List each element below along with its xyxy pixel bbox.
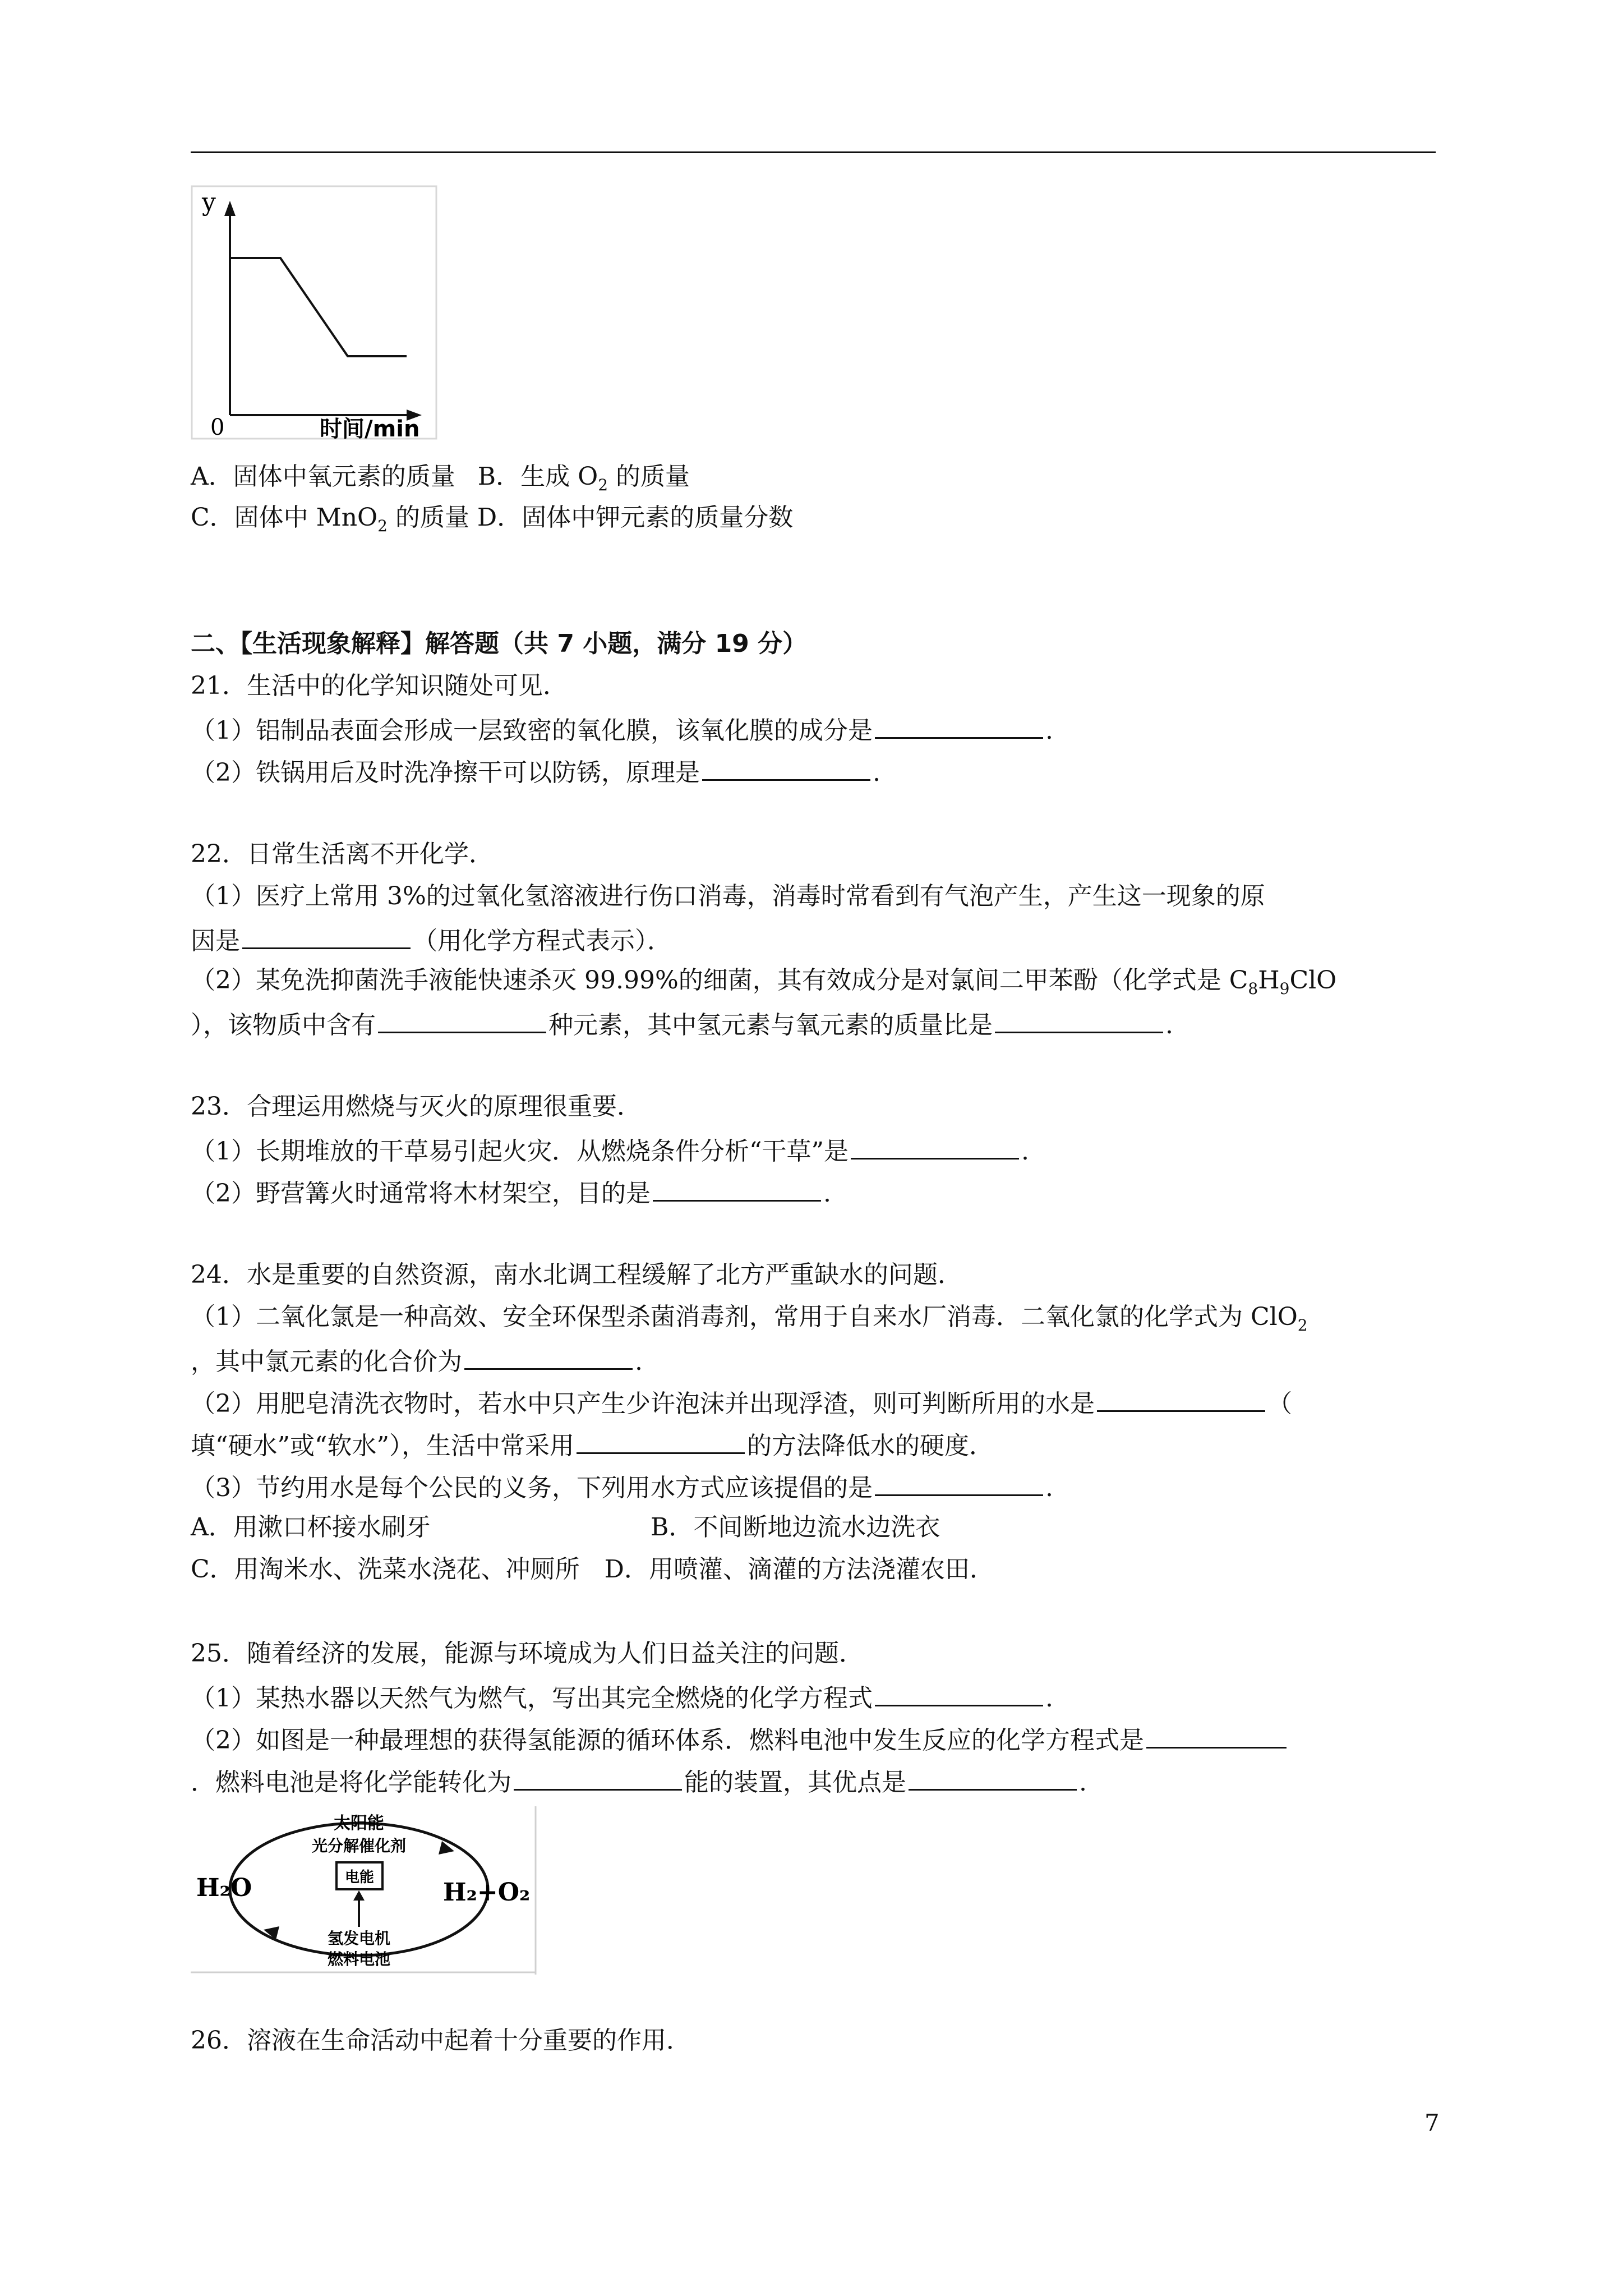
answer-blank[interactable] xyxy=(875,1680,1043,1706)
answer-blank[interactable] xyxy=(514,1764,682,1791)
cycle-top-1: 太阳能 xyxy=(334,1814,384,1833)
q24-option-cd: C．用淘米水、洗菜水浇花、冲厕所 D．用喷灌、滴灌的方法浇灌农田． xyxy=(191,1555,994,1584)
answer-blank[interactable] xyxy=(1097,1386,1265,1412)
q23-part-1: （1）长期堆放的干草易引起火灾．从燃烧条件分析“干草”是 . xyxy=(191,1133,1029,1167)
q23-part-2: （2）野营篝火时通常将木材架空，目的是 . xyxy=(191,1175,831,1209)
q24-part-3: （3）节约用水是每个公民的义务，下列用水方式应该提倡的是 . xyxy=(191,1470,1053,1504)
q21-part-1: （1）铝制品表面会形成一层致密的氧化膜，该氧化膜的成分是 . xyxy=(191,712,1053,747)
q23-stem: 23．合理运用燃烧与灭火的原理很重要． xyxy=(191,1092,642,1121)
answer-blank[interactable] xyxy=(995,1007,1163,1033)
x-axis-label: 时间/min xyxy=(320,416,420,442)
q26-stem: 26．溶液在生命活动中起着十分重要的作用． xyxy=(191,2026,691,2055)
data-line xyxy=(230,258,407,356)
cycle-top-2: 光分解催化剂 xyxy=(311,1837,407,1855)
page-number: 7 xyxy=(1424,2109,1440,2137)
q25-part-2b: ．燃料电池是将化学能转化为 能的装置，其优点是 . xyxy=(191,1764,1087,1798)
answer-blank[interactable] xyxy=(875,712,1043,739)
q22-part-2a: （2）某免洗抑菌洗手液能快速杀灭 99.99%的细菌，其有效成分是对氯间二甲苯酚（化学式是 $C_8H_9ClO$ xyxy=(191,966,1337,998)
q24-part-1b: ，其中氯元素的化合价为 . xyxy=(191,1343,643,1378)
answer-blank[interactable] xyxy=(909,1764,1077,1791)
y-axis-label: y xyxy=(202,188,216,217)
q22-part-1b: 因是 （用化学方程式表示）． xyxy=(191,923,672,957)
cycle-bottom-2: 燃料电池 xyxy=(327,1950,391,1968)
q24-option-b: B．不间断地边流水边洗衣 xyxy=(651,1513,940,1542)
answer-blank[interactable] xyxy=(702,754,870,781)
q22-part-1a: （1）医疗上常用 3%的过氧化氢溶液进行伤口消毒，消毒时常看到有气泡产生，产生这一现象的原 xyxy=(191,882,1265,910)
q22-stem: 22．日常生活离不开化学． xyxy=(191,840,494,868)
cycle-left: H₂O xyxy=(196,1874,252,1902)
q24-option-a: A．用漱口杯接水刷牙 xyxy=(191,1513,431,1542)
q20-option-line-2: C．固体中 MnO$_2$ 的质量 D．固体中钾元素的质量分数 xyxy=(191,503,794,535)
cycle-center: 电能 xyxy=(344,1869,375,1886)
q24-part-2b: 填“硬水”或“软水”），生活中常采用 的方法降低水的硬度． xyxy=(191,1428,994,1462)
q20-option-line-1: A．固体中氧元素的质量 B．生成 $O_2$ 的质量 xyxy=(191,462,690,494)
answer-blank[interactable] xyxy=(464,1343,633,1370)
answer-blank[interactable] xyxy=(577,1428,745,1454)
hydrogen-cycle-diagram xyxy=(191,1806,538,1975)
origin-label: 0 xyxy=(210,415,225,440)
answer-blank[interactable] xyxy=(653,1175,821,1202)
q25-part-1: （1）某热水器以天然气为燃气，写出其完全燃烧的化学方程式 . xyxy=(191,1680,1053,1714)
q24-stem: 24．水是重要的自然资源，南水北调工程缓解了北方严重缺水的问题． xyxy=(191,1260,962,1289)
q24-part-1a: （1）二氧化氯是一种高效、安全环保型杀菌消毒剂，常用于自来水厂消毒．二氧化氯的化学式为 ClO$_2$ xyxy=(191,1303,1308,1335)
answer-blank[interactable] xyxy=(242,923,411,949)
q24-part-2a: （2）用肥皂清洗衣物时，若水中只产生少许泡沫并出现浮渣，则可判断所用的水是 （ xyxy=(191,1386,1292,1420)
q21-part-2: （2）铁锅用后及时洗净擦干可以防锈，原理是 . xyxy=(191,754,880,789)
answer-blank[interactable] xyxy=(875,1470,1043,1496)
y-axis-arrow xyxy=(224,201,236,216)
cycle-bottom-1: 氢发电机 xyxy=(327,1929,391,1948)
answer-blank[interactable] xyxy=(851,1133,1019,1159)
section-2-title: 二、【生活现象解释】解答题（共 7 小题，满分 19 分） xyxy=(191,629,808,658)
decrease-graph xyxy=(191,185,437,443)
q22-part-2b: ），该物质中含有 种元素，其中氢元素与氧元素的质量比是 . xyxy=(191,1007,1173,1041)
q25-part-2a: （2）如图是一种最理想的获得氢能源的循环体系．燃料电池中发生反应的化学方程式是 xyxy=(191,1722,1289,1756)
answer-blank[interactable] xyxy=(378,1007,546,1033)
answer-blank[interactable] xyxy=(1146,1722,1287,1749)
q21-stem: 21．生活中的化学知识随处可见． xyxy=(191,671,568,700)
q25-stem: 25．随着经济的发展，能源与环境成为人们日益关注的问题． xyxy=(191,1639,864,1668)
header-rule xyxy=(191,151,1436,153)
cycle-right: H₂+O₂ xyxy=(443,1878,531,1907)
